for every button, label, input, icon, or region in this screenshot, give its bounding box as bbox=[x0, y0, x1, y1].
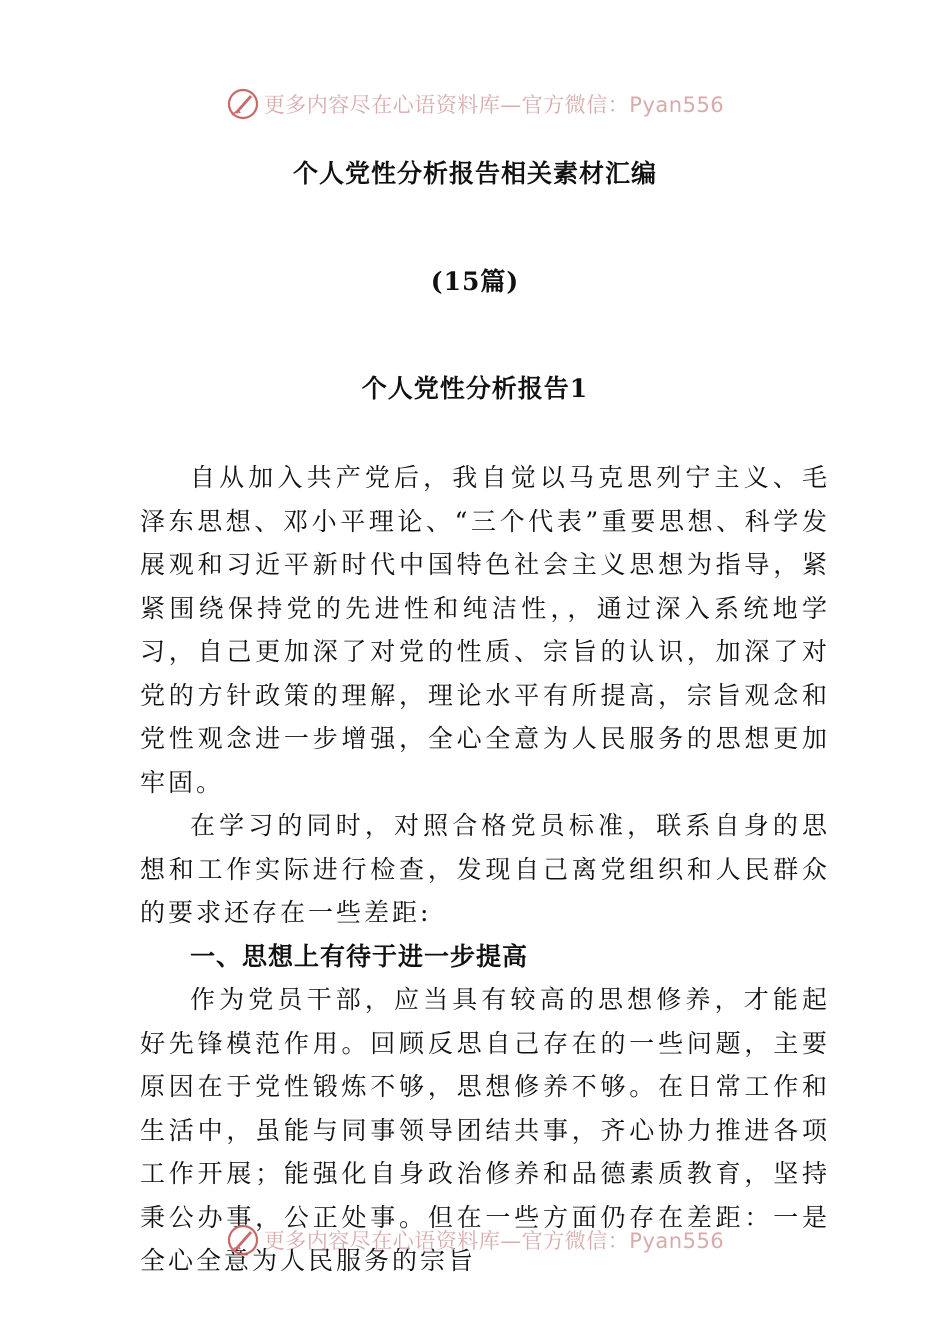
header-watermark-banner bbox=[0, 84, 950, 124]
quill-seal-icon bbox=[226, 87, 260, 121]
document-body bbox=[140, 456, 830, 1283]
section-heading-1: 一、思想上有待于进一步提高 bbox=[190, 941, 529, 971]
paragraph-3-emphasis: 高 bbox=[539, 985, 569, 1014]
watermark-text: 更多内容尽在心语资料库—官方微信：Pyan556 bbox=[263, 93, 725, 117]
document-count: (15篇) bbox=[430, 267, 520, 296]
paragraph-3-rest: 的思想修养，才能起好先锋模范作用。回顾反思自己存在的一些问题，主要原因在于党性锻炼不够，思想修养不够。在日常工作和生活中，虽能与同事领导团结共事，齐心协力推进各项工作开展；能强化自身政治修养和品德素质教育，坚持秉公办事，公正处事。但在一些方面仍存在差距：一是全心全意为人民服务的宗旨 bbox=[140, 985, 830, 1275]
document-title: 个人党性分析报告相关素材汇编 bbox=[292, 159, 657, 188]
paragraph-2: 在学习的同时，对照合格党员标准，联系自身的思想和工作实际进行检查，发现自己离党组织和人民群众的要求还存在一些差距: bbox=[140, 811, 830, 927]
footer-watermark-banner bbox=[0, 1220, 950, 1260]
paragraph-1: 自从加入共产党后，我自觉以马克思列宁主义、毛泽东思想、邓小平理论、“三个代表”重要思想、科学发展观和习近平新时代中国特色社会主义思想为指导，紧紧围绕保持党的先进性和纯洁性，，通过深入系统地学习，自己更加深了对党的性质、宗旨的认识，加深了对党的方针政策的理解，理论水平有所提高，宗旨观念和党性观念进一步增强，全心全意为人民服务的思想更加牢固。 bbox=[140, 463, 830, 797]
section-title: 个人党性分析报告1 bbox=[361, 374, 589, 403]
watermark-text: 更多内容尽在心语资料库—官方微信：Pyan556 bbox=[263, 1229, 725, 1253]
quill-seal-icon bbox=[226, 1223, 260, 1257]
paragraph-3-start: 作为党员干部，应当具有较 bbox=[190, 985, 540, 1014]
